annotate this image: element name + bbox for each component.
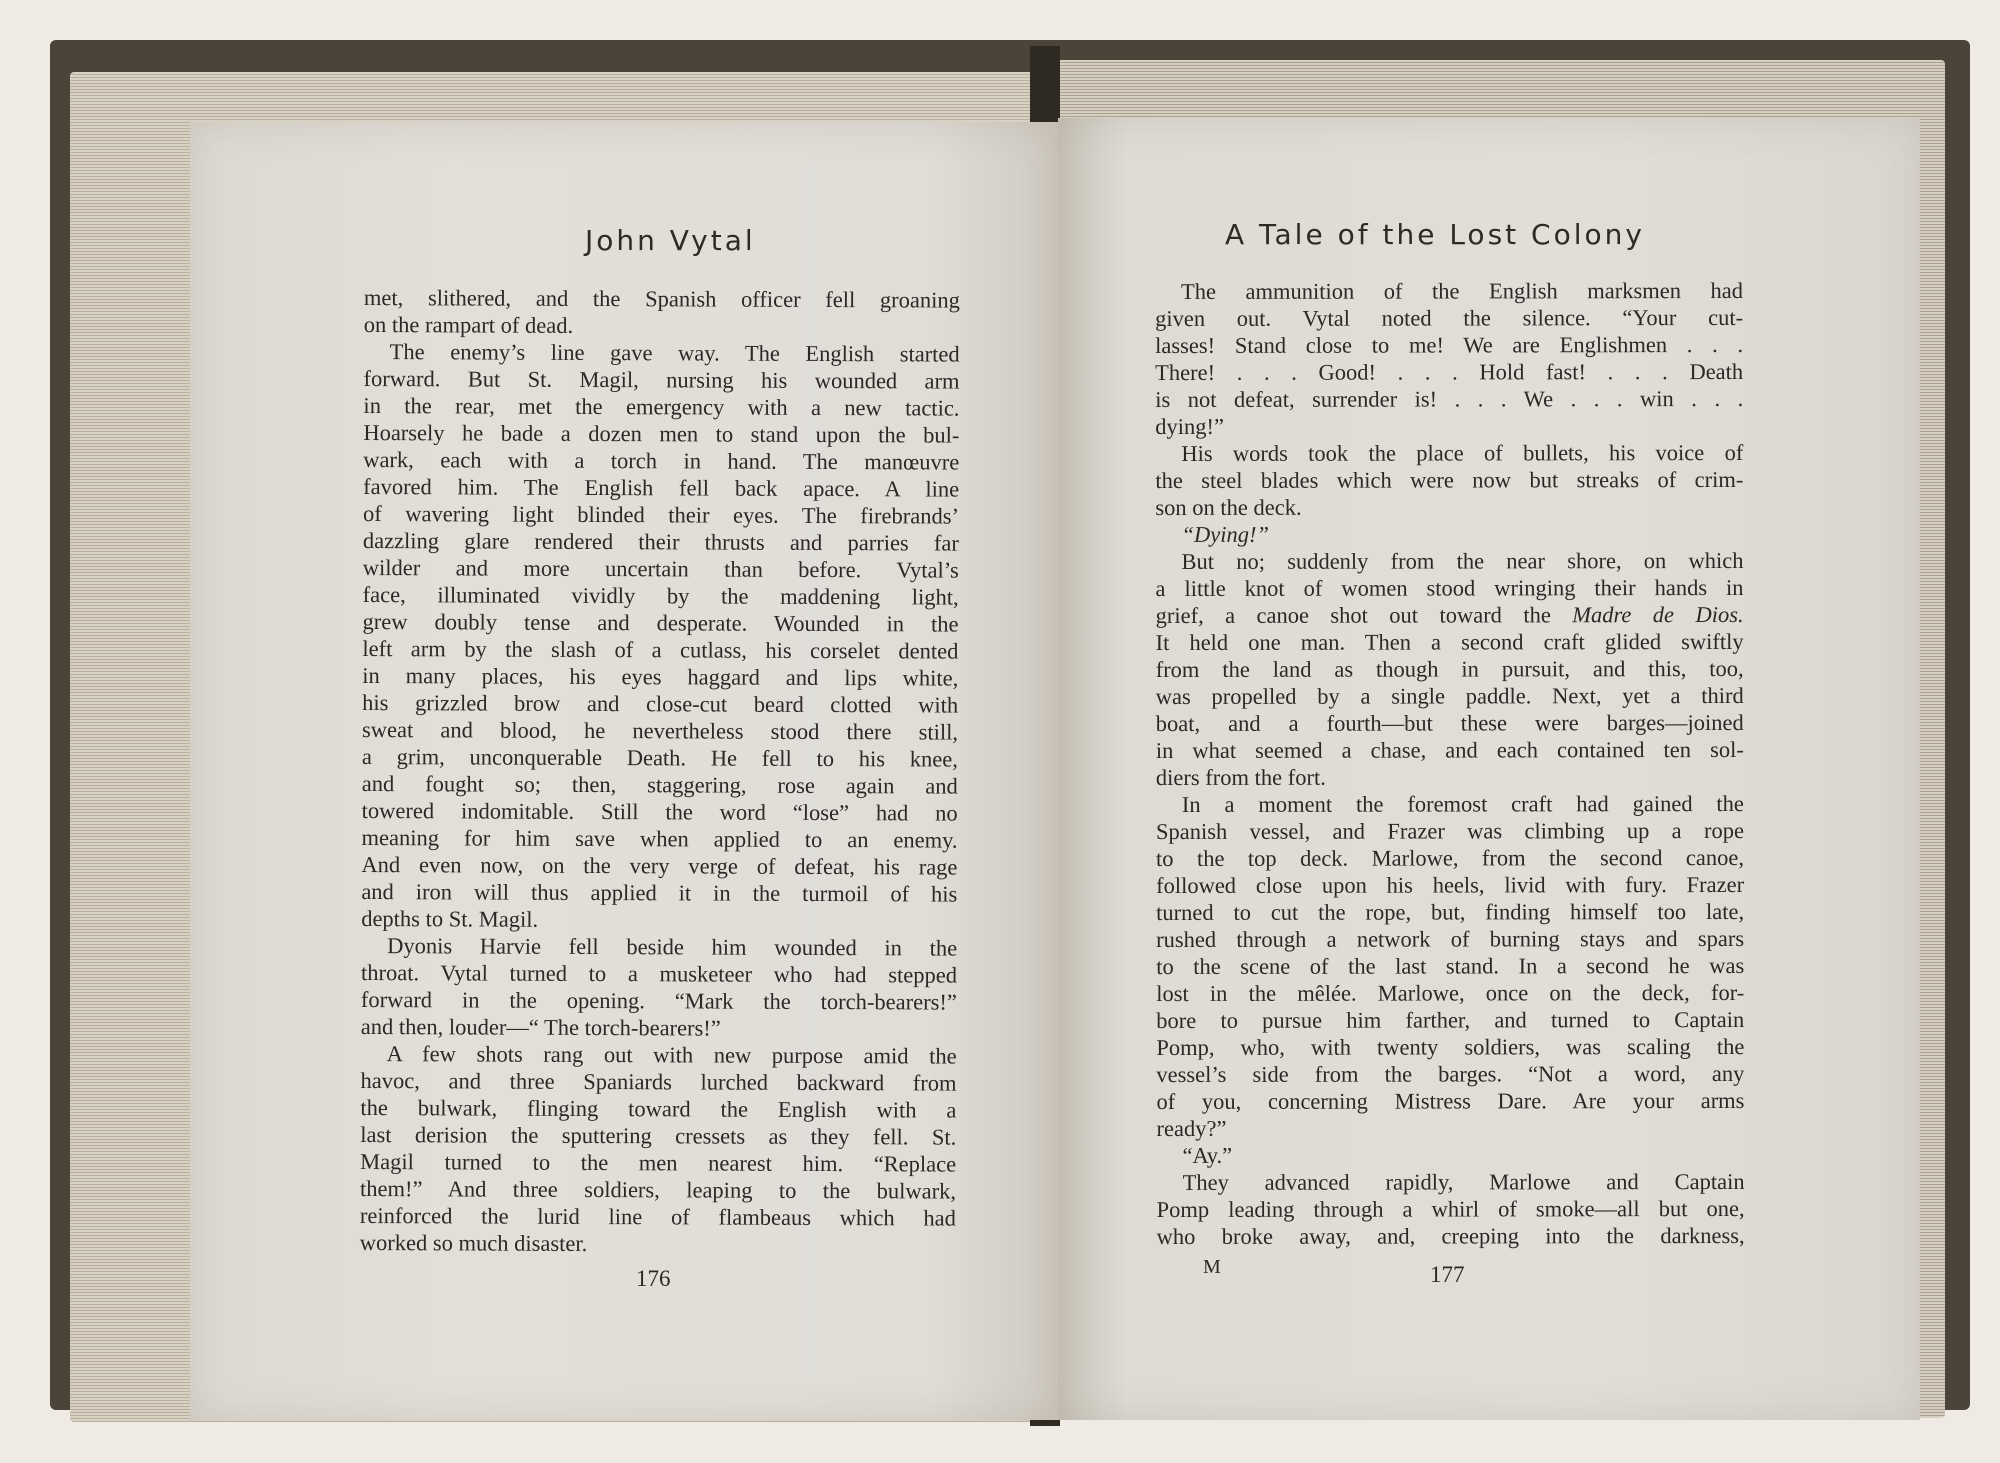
text-run: They advanced rapidly, Marlowe and Captain: [1182, 1168, 1745, 1195]
text-line: [1156, 763, 1744, 791]
text-line: wilder and more uncertain than before. Vytal’s: [362, 554, 959, 583]
text-line: [1156, 871, 1744, 899]
text-line: [1156, 1114, 1744, 1142]
text-line: his grizzled brow and close-cut beard clotted with: [362, 689, 959, 718]
text-run: vessel’s side from the barges. “Not a word, any: [1156, 1060, 1745, 1087]
text-line: [1155, 412, 1743, 440]
text-line: Hoarsely he bade a dozen men to stand upon the bul-: [363, 419, 960, 448]
text-line: dazzling glare rendered their thrusts and parries far: [362, 527, 959, 556]
text-line: [1156, 655, 1744, 683]
text-run: In a moment the foremost craft had gained the: [1181, 790, 1744, 817]
text-line: forward. But St. Magil, nursing his wounded arm: [363, 365, 960, 394]
text-line: wark, each with a torch in hand. The manœuvre: [363, 446, 960, 475]
text-run: turned to cut the rope, but, finding himself too late,: [1156, 898, 1745, 925]
text-run: boat, and a fourth—but these were barges—joined: [1155, 709, 1744, 736]
text-run: who broke away, and, creeping into the darkness,: [1156, 1222, 1745, 1249]
text-run: is not defeat, surrender is! . . . We . . . win . . .: [1155, 385, 1744, 412]
text-line: A few shots rang out with new purpose amid the: [386, 1041, 957, 1069]
text-line: forward in the opening. “Mark the torch-bearers!”: [360, 986, 957, 1015]
left-running-head: John Vytal: [585, 224, 756, 257]
text-line: [1155, 520, 1743, 548]
italic-text: Madre de Dios.: [1572, 601, 1744, 628]
italic-text: “Dying!”: [1181, 521, 1269, 547]
text-line: [1155, 466, 1743, 494]
text-line: The enemy’s line gave way. The English started: [389, 339, 960, 367]
text-line: [1155, 358, 1743, 386]
text-line: [1156, 925, 1744, 953]
right-page-number: 177: [1430, 1262, 1465, 1287]
text-line: grew doubly tense and desperate. Wounded in the: [362, 608, 959, 637]
text-run: But no; suddenly from the near shore, on which: [1181, 547, 1744, 574]
text-line: [1156, 682, 1744, 710]
text-line: [1156, 736, 1744, 764]
text-line: [1156, 790, 1744, 818]
text-line: [1157, 1222, 1745, 1250]
text-run: from the land as though in pursuit, and this, too,: [1155, 655, 1744, 682]
text-run: diers from the fort.: [1155, 764, 1326, 790]
text-line: and fought so; then, staggering, rose again and: [361, 770, 958, 799]
text-line: [1156, 1033, 1744, 1061]
text-line: met, slithered, and the Spanish officer fell groaning: [363, 285, 960, 313]
text-line: favored him. The English fell back apace. A line: [363, 473, 960, 502]
text-line: [1156, 979, 1744, 1007]
left-page-text: [360, 284, 960, 1259]
text-run: the steel blades which were now but streaks of crim-: [1155, 466, 1744, 493]
text-line: reinforced the lurid line of flambeaus which had: [359, 1202, 956, 1231]
text-run: to the scene of the last stand. In a second he was: [1156, 952, 1745, 979]
text-line: [1157, 1168, 1745, 1196]
text-run: The ammunition of the English marksmen had: [1181, 277, 1744, 304]
text-line: a grim, unconquerable Death. He fell to his knee,: [361, 743, 958, 772]
text-line: Dyonis Harvie fell beside him wounded in the: [387, 933, 958, 961]
text-run: was propelled by a single paddle. Next, yet a third: [1155, 682, 1744, 709]
text-line: left arm by the slash of a cutlass, his corselet dented: [362, 635, 959, 664]
text-run: lost in the mêlée. Marlowe, once on the deck, for-: [1156, 979, 1745, 1006]
text-run: a little knot of women stood wringing their hands in: [1155, 574, 1744, 601]
text-line: [1157, 1195, 1745, 1223]
text-run: in what seemed a chase, and each contained ten sol-: [1155, 736, 1744, 763]
text-line: the bulwark, flinging toward the English with a: [360, 1094, 957, 1123]
text-run: Pomp, who, with twenty soldiers, was scaling the: [1156, 1033, 1745, 1060]
text-line: meaning for him save when applied to an enemy.: [361, 824, 958, 853]
text-line: on the rampart of dead.: [363, 311, 574, 338]
text-line: throat. Vytal turned to a musketeer who had stepped: [360, 959, 958, 988]
text-line: last derision the sputtering cressets as they fell. St.: [360, 1121, 957, 1150]
text-line: depths to St. Magil.: [361, 905, 539, 932]
text-run: Spanish vessel, and Frazer was climbing up a rope: [1155, 817, 1744, 844]
text-run: bore to pursue him farther, and turned to Captain: [1156, 1006, 1745, 1033]
text-line: them!” And three soldiers, leaping to the bulwark,: [359, 1175, 957, 1204]
text-line: face, illuminated vividly by the maddening light,: [362, 581, 959, 610]
text-line: [1155, 439, 1743, 467]
text-line: worked so much disaster.: [359, 1229, 588, 1256]
text-line: And even now, on the very verge of defeat, his rage: [361, 851, 958, 880]
text-run: It held one man. Then a second craft glided swiftly: [1155, 628, 1744, 655]
text-line: havoc, and three Spaniards lurched backward from: [360, 1067, 957, 1096]
right-page-text: [1155, 277, 1745, 1250]
text-line: Magil turned to the men nearest him. “Replace: [360, 1148, 957, 1177]
text-run: to the top deck. Marlowe, from the second canoe,: [1155, 844, 1745, 871]
text-run: rushed through a network of burning stays and spars: [1156, 925, 1745, 952]
text-line: [1155, 331, 1743, 359]
signature-mark: M: [1203, 1256, 1221, 1278]
text-line: in the rear, met the emergency with a new tactic.: [363, 392, 960, 421]
text-run: There! . . . Good! . . . Hold fast! . . . Death: [1155, 358, 1744, 385]
text-run: followed close upon his heels, livid with fury. Frazer: [1156, 871, 1745, 898]
text-line: and iron will thus applied it in the turmoil of his: [361, 878, 958, 907]
text-line: of wavering light blinded their eyes. The firebrands’: [362, 500, 960, 529]
text-line: towered indomitable. Still the word “lose” had no: [361, 797, 958, 826]
text-run: “Ay.”: [1182, 1142, 1233, 1168]
text-line: [1155, 493, 1743, 521]
text-line: [1156, 952, 1744, 980]
text-run: son on the deck.: [1155, 494, 1302, 520]
text-run: Pomp leading through a whirl of smoke—all but one,: [1156, 1195, 1745, 1222]
text-line: [1155, 277, 1743, 305]
text-line: [1155, 385, 1743, 413]
text-line: [1157, 1141, 1745, 1169]
left-page-number: 176: [636, 1266, 671, 1291]
text-line: [1155, 304, 1743, 332]
text-run: His words took the place of bullets, his voice of: [1181, 439, 1744, 466]
text-line: [1156, 1006, 1744, 1034]
text-line: [1156, 844, 1744, 872]
text-line: [1156, 601, 1744, 629]
text-line: [1156, 898, 1744, 926]
text-run: given out. Vytal noted the silence. “Your cut-: [1155, 304, 1744, 331]
text-run: lasses! Stand close to me! We are Englishmen . . .: [1155, 331, 1744, 358]
text-run: ready?”: [1156, 1115, 1227, 1141]
text-line: sweat and blood, he nevertheless stood there still,: [362, 716, 959, 745]
text-run: of you, concerning Mistress Dare. Are your arms: [1156, 1087, 1745, 1114]
text-line: [1156, 574, 1744, 602]
text-line: [1156, 628, 1744, 656]
text-run: dying!”: [1155, 413, 1225, 439]
text-line: [1156, 1087, 1744, 1115]
text-line: [1155, 547, 1743, 575]
text-run: grief, a canoe shot out toward the: [1155, 602, 1573, 628]
text-line: and then, louder—“ The torch-bearers!”: [360, 1013, 721, 1041]
text-line: [1156, 709, 1744, 737]
text-line: in many places, his eyes haggard and lips white,: [362, 662, 959, 691]
text-line: [1156, 1060, 1744, 1088]
text-line: [1156, 817, 1744, 845]
right-running-head: A Tale of the Lost Colony: [1225, 218, 1645, 251]
